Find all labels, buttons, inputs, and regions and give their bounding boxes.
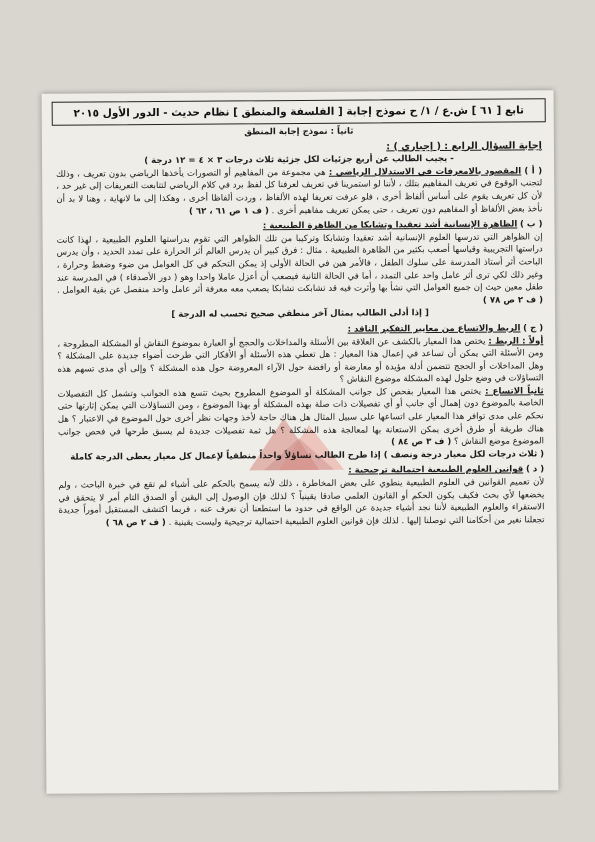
answer-d-ref: ( ف ٢ ص ٦٨ ) <box>105 517 166 529</box>
answer-c-note: ( ثلاث درجات لكل معيار درجة ونصف ) إذا طرح الطالب تساؤلاً واحداً منطقياً لإعمال كل معيار يعطى الدرجة كاملة <box>70 449 545 463</box>
answer-c-heading: الربط والاتساع من معايير التفكير الناقد : <box>347 323 521 335</box>
section-title: ثانياً : نموذج إجابة المنطق <box>244 126 354 138</box>
answer-a <box>56 165 542 219</box>
answer-c-p2-text: يختص هذا المعيار بفحص كل جوانب المشكلة أو الموضوع المطروح بحيث تتسع هذه الجوانب وتشمل كل التفصيلات الخاصة بالموضوع دون إهمال أي جانب أو أي تفصيلات ذات صلة بهذه المشكلة أو بهذا الموضوع ، ومن التساؤلات التي يمكن إثارتها حتى نحكم على مدى توافر هذا المعيار على اتساعها على سبيل المثال هل هناك حاجة لأخذ وجهات نظر أخرى حول الموضوع في الاعتبار ؟ هل هناك طريقة أو طرق أخرى يمكن الاستعانة بها لمعالجة هذه المشكلة ؟ هل ثمة تفصيلات جديدة لم يسبق طرحها في فحص جوانب الموضوع موضع النقاش ؟ <box>57 386 545 448</box>
answer-c-p2-label: ثانياً الاتساع : <box>485 386 544 397</box>
answer-b-note: [ إذا أدلى الطالب بمثال آخر منطقي صحيح تحسب له الدرجة ] <box>171 308 429 321</box>
answer-a-heading: المقصود بالامعرفات في الاستدلال الرياضي : <box>328 166 522 178</box>
header-text: تابع [ ٦١ ] ش.ع / ١/ ح نموذج إجابة [ الفلسفة والمنطق ] نظام حديث - الدور الأول ٢٠١٥ <box>73 104 525 120</box>
answer-a-num: ( أ ) <box>524 166 543 177</box>
answer-a-text: هي مجموعة من المفاهيم أو التصورات يأخذها الرياضي بدون تعريف ، وذلك لتجنب الوقوع في تعريف المفاهيم بتلك ، لأننا لو استمرينا في تعريف لعرفنا كل لفظ برد في كلام الرياضي لتتابعت التعريفات إلى غير حد ، لأن كل تعريف يقوم على أساس ألفاظ أخرى ، فلو عرفت تعريفا لهذه الألفاظ ، وردت ألفاظا أخرى ، وهكذا إلى ما لانهاية ، وهنا لا بد أن نأخذ بعض الألفاظ أو المفاهيم دون تعريف ، حتى يمكن تعريف مفاهيم أخرى . <box>56 167 543 216</box>
answer-d-heading: قوانين العلوم الطبيعية احتمالية ترجيحية : <box>348 464 524 477</box>
answer-c-p1-text: يختص هذا المعيار بالكشف عن العلاقة بين الأسئلة والمداخلات والحجج أو العبارة بموضوع النقاش أو المشكلة المطروحة ، ومن الأسئلة التي يمكن أن تساعد في إعمال هذا المعيار : هل تعطي هذه الأسئلة أو الأفكار التي طرحت أضواء جديدة على المشكلة ؟ وهل المداخلات أو الحجج تتضمن أدلة مؤيدة أو معارضة أو رافضة حول الآراء المعروضة حول هذه المشكلة ؟ وإلى أي مدى تسهم هذه التساؤلات في وضع حلول لهذه المشكلة موضوع النقاش ؟ <box>57 336 544 386</box>
answer-a-ref: ( ف ١ ص ٦١ ، ٦٢ ) <box>188 205 269 217</box>
exam-answer-sheet <box>42 90 559 794</box>
question-title: إجابة السؤال الرابع : ( إجباري ) : <box>386 139 542 152</box>
question-instruction: - يجيب الطالب عن أربع جزئيات لكل جزئية ثلاث درجات ٣ × ٤ = ١٢ درجة ) <box>144 154 454 167</box>
answer-b-heading: الظاهرة الإنسانية أشد تعقيدا وتشابكا من الظاهرة الطبيعية : <box>262 219 518 232</box>
answer-b-num: ( ب ) <box>519 219 543 230</box>
answer-c-p1-label: أولاً : الربط : <box>488 335 544 347</box>
answer-d-body <box>58 476 544 530</box>
answer-c-num: ( ج ) <box>523 323 544 334</box>
page-header <box>52 98 546 125</box>
answer-c-ref: ( ف ٣ ص ٨٤ ) <box>391 437 452 448</box>
answer-content <box>56 124 547 783</box>
answer-b-text: إن الظواهر التي تدرسها العلوم الإنسانية أشد تعقيدا وتشابكا وتركيبا من تلك الظواهر التي تقوم بدراستها العلوم الطبيعية ، لهذا كانت دراستها التجريبية وقياسها أصعب بكثير من الظاهرة الطبيعية . مثال : فرق كبير أن يدرس العالم أثر الحرارة على تمدد الحديد ، وأن يدرس الباحث أثر أستاذ المدرسة على سلوك الطفل ، فالأمر هين في الحالة الأولى إذ يمكن التحكم في كل العوامل من ضوء وضغط وحرارة ، وغير ذلك لكي ترى أثر عامل واحد على التمدد ، أما في الحالة الثانية فيصعب أن أعزل عاملا واحدا وهو ( دور الأصدقاء ) في المدرسة عند طفل معين حيث إن جميع العوامل التي نشأ بها وأثرت فيه قد تشابكت تشابكا يصعب معه معرفة أثر عامل واحد منفصل عن بقية العوامل . <box>56 232 543 296</box>
answer-b-body <box>57 231 544 310</box>
answer-d-text: لأن تعميم القوانين في العلوم الطبيعية ينطوي على بعض المخاطرة ، ذلك لأنه يسمح بالحكم على أشياء لم تقع في خبرة الباحث ، ولم يخضعها لأي بحث فكيف يكون الحكم أو القانون العلمي صادقا يقينياً ؟ لذلك فإن الوصول إلى اليقين أو الصدق التام أمر لا يتحقق في الاستقراء والعلوم الطبيعية لأننا نجد أشياء جديدة عن الواقع في حدود ما استطعنا أن نعرف عنه ، فربما اكتشف المستقبل أموراً جديدة تجعلنا نغير من أحكامنا التي توصلنا إليها . لذلك فإن قوانين العلوم الطبيعية احتمالية ترجيحية وليست يقينية . <box>58 477 545 528</box>
answer-d-num: ( د ) <box>525 464 545 475</box>
answer-c-first <box>57 335 543 389</box>
answer-c-second <box>58 385 544 451</box>
answer-b-ref: ( ف ٢ ص ٧٨ ) <box>482 295 544 306</box>
